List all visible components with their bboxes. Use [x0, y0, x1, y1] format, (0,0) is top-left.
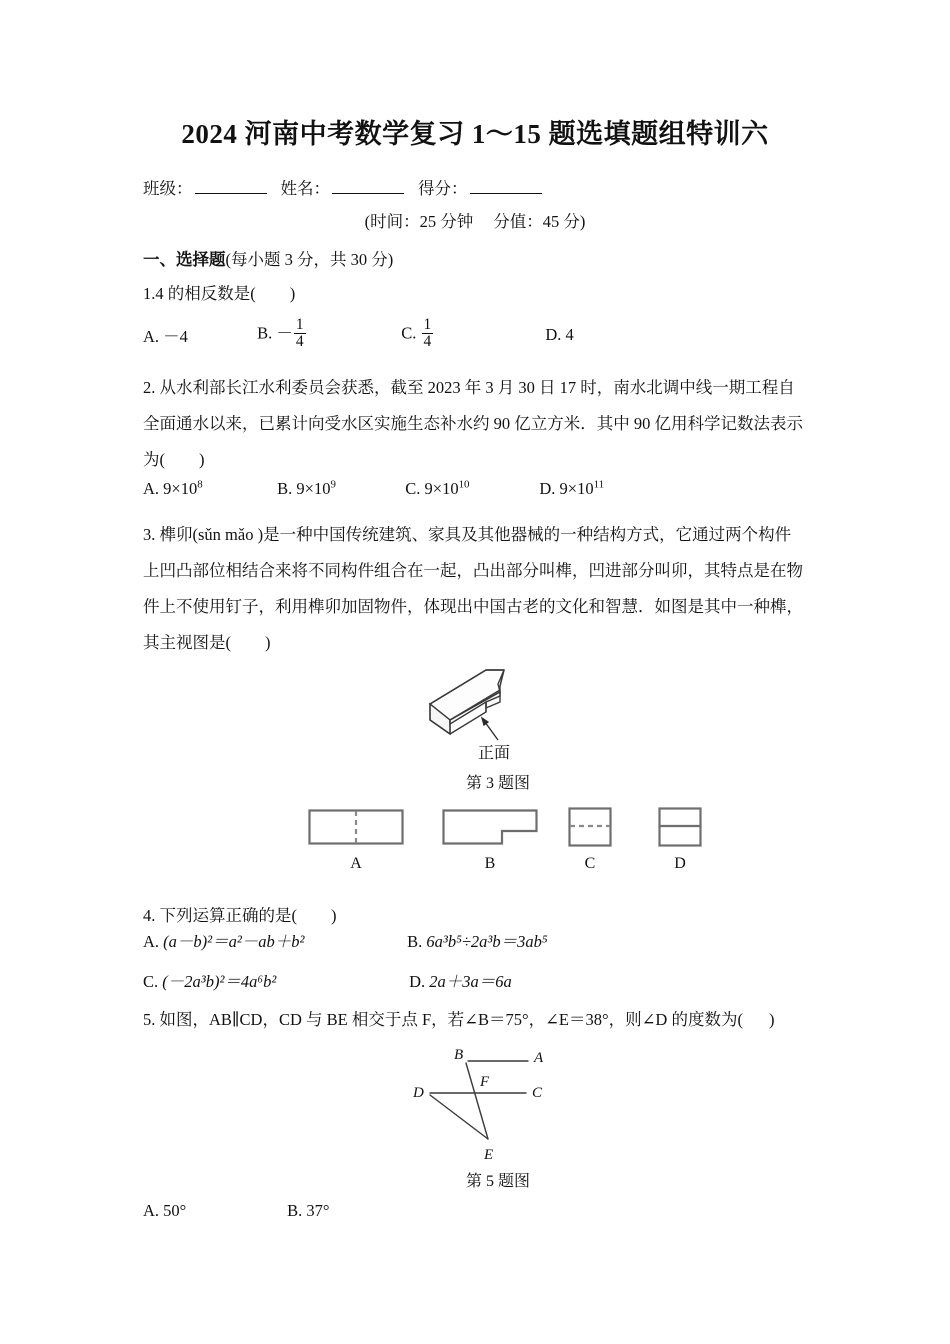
question-1-options [143, 318, 823, 352]
label-A: A [534, 1050, 544, 1066]
square-solid-horizontal-icon [658, 807, 702, 847]
class-label: 班级： [143, 179, 193, 198]
q3-optfig-b[interactable] [442, 809, 538, 850]
score-blank[interactable] [470, 180, 542, 194]
q4-option-c[interactable]: C. (－2a³b)²＝4a⁶b² [143, 972, 277, 991]
question-2-stem [143, 370, 813, 478]
q3-optfig-d[interactable] [658, 807, 702, 852]
q3-optfig-b-label: B [484, 855, 496, 872]
q1-option-c[interactable]: C. $\frac{1}{4}$ [401, 316, 432, 351]
q3-number: 3. [143, 525, 156, 544]
class-blank[interactable] [195, 180, 267, 194]
q5-option-b[interactable]: B. 37° [287, 1201, 330, 1221]
section-heading-one [143, 246, 393, 270]
q1-option-c-fraction: $\frac{1}{4}$ [423, 316, 432, 351]
label-F: F [480, 1074, 490, 1090]
question-3-stem [143, 517, 813, 661]
q4-option-b[interactable]: B. 6a³b⁵÷2a³b＝3ab⁵ [407, 932, 548, 951]
rect-dashed-vertical-icon [308, 809, 404, 845]
q4-option-d[interactable]: D. 2a＋3a＝6a [409, 972, 512, 991]
q3-optfig-a[interactable] [308, 809, 404, 850]
q1-option-d[interactable]: D. 4 [545, 324, 574, 344]
student-info-line [143, 175, 542, 199]
label-C: C [532, 1085, 543, 1101]
question-4-options-row2 [143, 968, 823, 992]
section-note: (每小题 3 分，共 30 分) [225, 250, 394, 269]
q3-line-3: 件上不使用钉子，利用榫卯加固物件，体现出中国古老的文化和智慧．如图是其中一种榫， [143, 597, 803, 616]
q3-line-2: 上凹凸部位相结合来将不同构件组合在一起，凸出部分叫榫，凹进部分叫卯，其特点是在物 [143, 561, 803, 580]
q3-optfig-c[interactable] [568, 807, 612, 852]
q2-option-c[interactable]: C. $9\times 10^{10}$ [405, 478, 470, 499]
q1-option-a[interactable]: A. －4 [143, 326, 188, 346]
q3-option-figures [290, 803, 720, 893]
name-blank[interactable] [332, 180, 404, 194]
q1-paren: ) [289, 284, 296, 303]
time-and-score [0, 208, 950, 232]
name-label: 姓名： [280, 179, 330, 198]
q5-figure-caption: 第 5 题图 [465, 1173, 530, 1190]
q2-option-d[interactable]: D. $9\times 10^{11}$ [539, 478, 605, 499]
question-2-options [143, 478, 823, 499]
q5-geometry-svg [398, 1043, 588, 1173]
label-D: D [413, 1085, 424, 1101]
q5-number: 5. [143, 1010, 156, 1029]
q3-figure-caption: 第 3 题图 [465, 775, 530, 792]
exam-score: 分值：45 分) [493, 212, 586, 231]
label-B: B [454, 1047, 464, 1063]
q3-optfig-c-label: C [584, 855, 596, 872]
section-title: 一、选择题 [143, 250, 226, 269]
question-1-stem [143, 276, 813, 312]
q5-geometry-figure [398, 1043, 588, 1173]
page-title: 2024 河南中考数学复习 1～15 题选填题组特训六 [181, 119, 769, 149]
q1-option-b[interactable]: B. － $\frac{1}{4}$ [257, 316, 304, 351]
q4-number: 4. [143, 906, 156, 925]
q2-option-b[interactable]: B. $9\times 10^9$ [277, 478, 336, 499]
q4-option-a[interactable]: A. (a－b)²＝a²－ab＋b² [143, 932, 305, 951]
q3-front-label: 正面 [478, 745, 511, 762]
score-label: 得分： [418, 179, 468, 198]
question-4-stem: 4. 下列运算正确的是( ) [143, 906, 337, 925]
q5-option-a[interactable]: A. 50° [143, 1201, 187, 1221]
question-5-options [143, 1200, 823, 1221]
q1-number: 1. [143, 284, 156, 303]
q1-option-b-fraction: $\frac{1}{4}$ [295, 316, 304, 351]
q2-option-a[interactable]: A. $9\times 10^8$ [143, 478, 203, 499]
exam-time: (时间：25 分钟 [364, 212, 474, 231]
square-dashed-horizontal-icon [568, 807, 612, 847]
question-5-stem: 5. 如图，AB∥CD，CD 与 BE 相交于点 F，若∠B＝75°，∠E＝38°，则∠D 的度数为( ) [143, 1010, 775, 1029]
q2-line-1: 2. 从水利部长江水利委员会获悉，截至 2023 年 3 月 30 日 17 时，南水北调中线一期工程自 [143, 378, 795, 397]
q2-line-2: 全面通水以来，已累计向受水区实施生态补水约 90 亿立方米．其中 90 亿用科学记数法表示 [143, 414, 803, 433]
label-E: E [484, 1147, 494, 1163]
q1-text: 4 的相反数是( [155, 284, 256, 303]
q2-line-3: 为( ) [143, 450, 205, 469]
notched-rect-icon [442, 809, 538, 845]
q3-optfig-d-label: D [674, 855, 686, 872]
q3-line-4: 其主视图是( ) [143, 633, 271, 652]
q3-line-1: 3. 榫卯(sǔn mǎo )是一种中国传统建筑、家具及其他器械的一种结构方式，它通过两个构件 [143, 525, 792, 544]
q2-number: 2. [143, 378, 156, 397]
question-4-options-row1 [143, 928, 823, 952]
q3-optfig-a-label: A [350, 855, 362, 872]
